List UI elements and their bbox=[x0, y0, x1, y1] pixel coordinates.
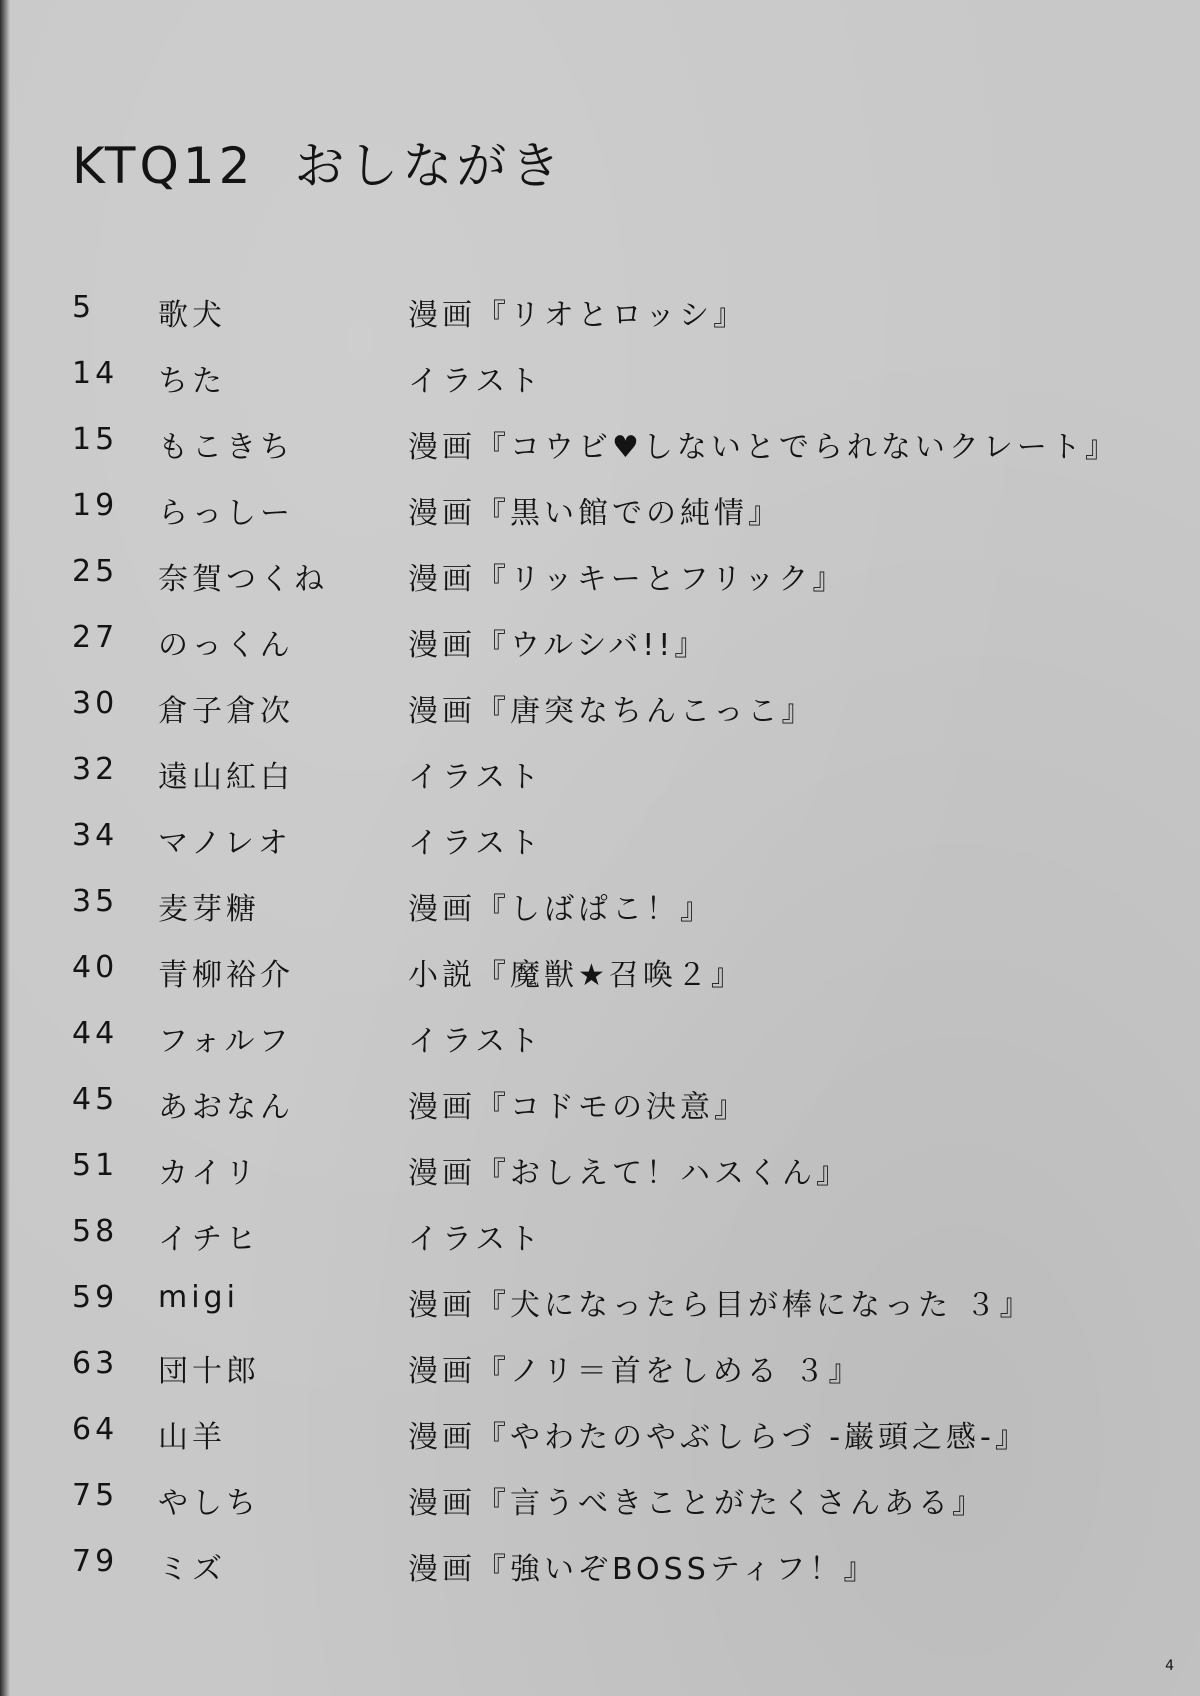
toc-page-number: 34 bbox=[72, 818, 119, 853]
toc-page-number: 25 bbox=[72, 554, 119, 589]
toc-page-number: 5 bbox=[72, 290, 96, 325]
toc-page-number: 19 bbox=[72, 488, 119, 523]
toc-row bbox=[72, 1280, 1132, 1346]
toc-author: フォルフ bbox=[158, 1024, 293, 1059]
toc-row bbox=[72, 1148, 1132, 1214]
toc-row bbox=[72, 884, 1132, 950]
toc-author: 歌犬 bbox=[158, 298, 226, 333]
toc-row bbox=[72, 554, 1132, 620]
toc-row bbox=[72, 1346, 1132, 1412]
toc-row bbox=[72, 1016, 1132, 1082]
toc-page-number: 44 bbox=[72, 1016, 119, 1051]
toc-author: 団十郎 bbox=[158, 1354, 260, 1389]
toc-author: ちた bbox=[158, 364, 226, 399]
toc-row bbox=[72, 686, 1132, 752]
toc-author: 麦芽糖 bbox=[158, 892, 260, 927]
toc-work: 漫画『強いぞBOSSティフ！』 bbox=[408, 1552, 878, 1587]
toc-page-number: 51 bbox=[72, 1148, 119, 1183]
toc-work: 漫画『ノリ＝首をしめる ３』 bbox=[408, 1354, 863, 1389]
toc-row bbox=[72, 356, 1132, 422]
toc-page-number: 45 bbox=[72, 1082, 119, 1117]
toc-row bbox=[72, 1214, 1132, 1280]
toc-page-number: 64 bbox=[72, 1412, 119, 1447]
toc-author: 山羊 bbox=[158, 1420, 226, 1455]
toc-row bbox=[72, 950, 1132, 1016]
toc-author: もこきち bbox=[158, 430, 294, 465]
title-text: おしながき bbox=[294, 137, 565, 195]
toc-work: イラスト bbox=[408, 1222, 544, 1257]
toc-work: 漫画『しばぱこ！』 bbox=[408, 892, 714, 927]
table-of-contents bbox=[72, 290, 1132, 1610]
page-title bbox=[72, 126, 564, 198]
toc-row bbox=[72, 752, 1132, 818]
toc-work: イラスト bbox=[408, 760, 544, 795]
toc-row bbox=[72, 290, 1132, 356]
toc-work: 漫画『コドモの決意』 bbox=[408, 1090, 748, 1125]
toc-author: イチヒ bbox=[158, 1222, 260, 1257]
title-code: KTQ12 bbox=[72, 137, 255, 195]
toc-work: イラスト bbox=[408, 364, 544, 399]
toc-author: 奈賀つくね bbox=[158, 562, 328, 597]
toc-work: 漫画『リッキーとフリック』 bbox=[408, 562, 847, 597]
toc-row bbox=[72, 818, 1132, 884]
toc-page-number: 32 bbox=[72, 752, 119, 787]
toc-author: 青柳裕介 bbox=[158, 958, 294, 993]
toc-author: あおなん bbox=[158, 1090, 294, 1125]
scan-edge bbox=[0, 0, 10, 1696]
toc-author: らっしー bbox=[158, 496, 294, 531]
toc-page-number: 15 bbox=[72, 422, 119, 457]
toc-row bbox=[72, 1082, 1132, 1148]
toc-work: 漫画『黒い館での純情』 bbox=[408, 496, 782, 531]
toc-work: 漫画『言うべきことがたくさんある』 bbox=[408, 1486, 986, 1521]
toc-page-number: 63 bbox=[72, 1346, 119, 1381]
toc-page-number: 40 bbox=[72, 950, 119, 985]
toc-work: 漫画『唐突なちんこっこ』 bbox=[408, 694, 816, 729]
toc-work: 漫画『ウルシバ!!』 bbox=[408, 628, 709, 663]
toc-page-number: 59 bbox=[72, 1280, 119, 1315]
toc-page-number: 27 bbox=[72, 620, 119, 655]
toc-author: 遠山紅白 bbox=[158, 760, 294, 795]
toc-author: 倉子倉次 bbox=[158, 694, 294, 729]
toc-work: 漫画『おしえて！ハスくん』 bbox=[408, 1156, 850, 1191]
toc-author: ミズ bbox=[158, 1552, 226, 1587]
toc-row bbox=[72, 488, 1132, 554]
toc-page-number: 79 bbox=[72, 1544, 119, 1579]
toc-work: 漫画『コウビ♥しないとでられないクレート』 bbox=[408, 430, 1119, 465]
toc-work: 小説『魔獣★召喚２』 bbox=[408, 958, 745, 993]
toc-author: カイリ bbox=[158, 1156, 260, 1191]
toc-row bbox=[72, 422, 1132, 488]
toc-row bbox=[72, 1412, 1132, 1478]
toc-author: migi bbox=[158, 1280, 239, 1315]
toc-row bbox=[72, 620, 1132, 686]
toc-work: イラスト bbox=[408, 826, 544, 861]
toc-work: イラスト bbox=[408, 1024, 544, 1059]
toc-work: 漫画『やわたのやぶしらづ -巌頭之感-』 bbox=[408, 1420, 1029, 1455]
toc-row bbox=[72, 1544, 1132, 1610]
toc-page-number: 35 bbox=[72, 884, 119, 919]
toc-page-number: 30 bbox=[72, 686, 119, 721]
toc-author: やしち bbox=[158, 1486, 260, 1521]
toc-work: 漫画『犬になったら目が棒になった ３』 bbox=[408, 1288, 1034, 1323]
toc-row bbox=[72, 1478, 1132, 1544]
page-number: 4 bbox=[1165, 1658, 1174, 1674]
toc-author: マノレオ bbox=[158, 826, 292, 861]
toc-work: 漫画『リオとロッシ』 bbox=[408, 298, 748, 333]
toc-author: のっくん bbox=[158, 628, 294, 663]
toc-page-number: 14 bbox=[72, 356, 119, 391]
toc-page-number: 58 bbox=[72, 1214, 119, 1249]
toc-page-number: 75 bbox=[72, 1478, 119, 1513]
